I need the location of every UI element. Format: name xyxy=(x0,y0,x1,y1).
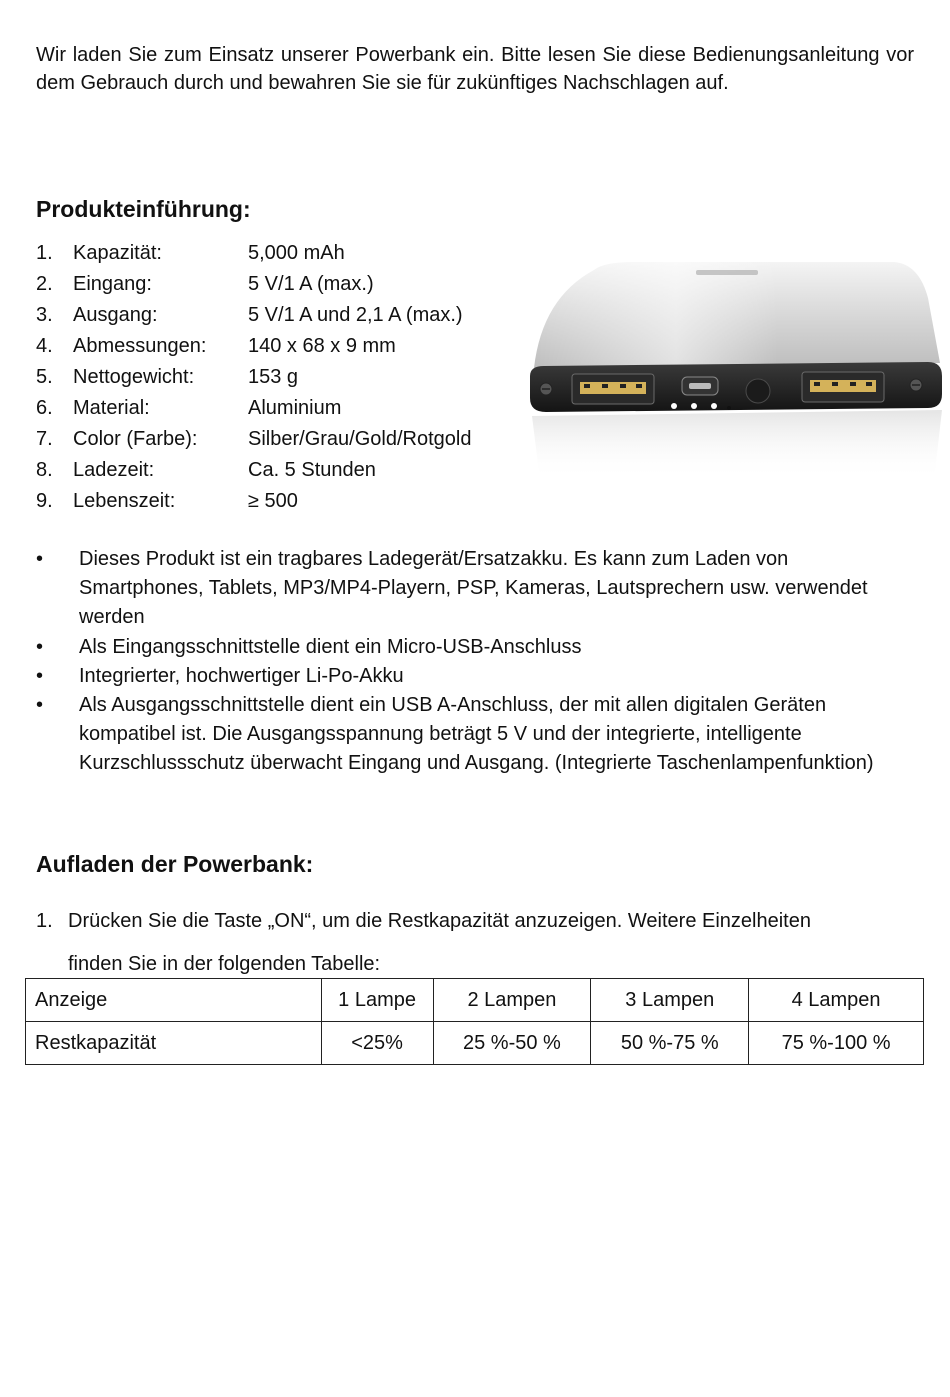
bullet-symbol: • xyxy=(36,694,44,717)
bullet-text: Dieses Produkt ist ein tragbares Ladegerät/Ersatzakku. Es kann zum Laden von Smartphones, Tablets, MP3/MP4-Playern, PSP, Kameras, Lautsprechern usw. verwendet werden xyxy=(79,548,868,629)
spec-number: 5. xyxy=(36,366,53,388)
spec-value: Aluminium xyxy=(248,397,342,419)
spec-value: Ca. 5 Stunden xyxy=(248,459,376,481)
bullet-text: Als Ausgangsschnittstelle dient ein USB A-Anschluss, der mit allen digitalen Geräten kompatibel ist. Die Ausgangsspannung beträgt 5 V und der integrierte, intelligente Kurzschlussschutz überwacht Eingang und Ausgang. (Integrierte Taschenlampenfunktion) xyxy=(79,694,874,775)
spec-number: 3. xyxy=(36,304,53,326)
spec-number: 9. xyxy=(36,490,53,512)
section-title-product: Produkteinführung: xyxy=(36,196,251,222)
table-cell: Restkapazität xyxy=(26,1022,322,1065)
step-text-2: finden Sie in der folgenden Tabelle: xyxy=(68,953,381,975)
step-text-1: Drücken Sie die Taste „ON“, um die Restkapazität anzuzeigen. Weitere Einzelheiten xyxy=(68,910,811,932)
table-row xyxy=(26,1022,924,1065)
spec-key: Ausgang: xyxy=(73,304,158,326)
bullet-symbol: • xyxy=(36,664,44,687)
spec-key: Ladezeit: xyxy=(73,459,155,481)
spec-number: 4. xyxy=(36,335,53,357)
spec-value: 5 V/1 A und 2,1 A (max.) xyxy=(248,304,463,326)
spec-value: 153 g xyxy=(248,366,299,388)
table-cell: 50 %-75 % xyxy=(591,1022,749,1065)
spec-value: ≥ 500 xyxy=(248,490,298,512)
bullet-text: Integrierter, hochwertiger Li-Po-Akku xyxy=(79,664,404,687)
spec-number: 2. xyxy=(36,273,53,295)
feature-bullet-list xyxy=(36,545,916,779)
intro-paragraph: Wir laden Sie zum Einsatz unserer Powerbank ein. Bitte lesen Sie diese Bedienungsanleitung vor dem Gebrauch durch und bewahren Sie sie für zukünftiges Nachschlagen auf. xyxy=(36,44,914,94)
spec-item xyxy=(36,486,516,517)
spec-key: Abmessungen: xyxy=(73,335,207,357)
spec-key: Nettogewicht: xyxy=(73,366,195,388)
spec-number: 8. xyxy=(36,459,53,481)
table-cell: Anzeige xyxy=(26,979,322,1022)
spec-number: 6. xyxy=(36,397,53,419)
spec-key: Material: xyxy=(73,397,150,419)
spec-item xyxy=(36,455,516,486)
spec-value: 5 V/1 A (max.) xyxy=(248,273,374,295)
spec-list xyxy=(36,238,516,517)
feature-bullet xyxy=(36,662,916,691)
charging-step xyxy=(36,900,914,986)
bullet-symbol: • xyxy=(36,635,44,658)
step-line-1 xyxy=(36,900,914,943)
table-cell: 1 Lampe xyxy=(321,979,433,1022)
spec-item xyxy=(36,362,516,393)
spec-key: Kapazität: xyxy=(73,242,162,264)
spec-key: Eingang: xyxy=(73,273,152,295)
bullet-symbol: • xyxy=(36,548,44,570)
feature-bullet xyxy=(36,633,916,662)
spec-value: Silber/Grau/Gold/Rotgold xyxy=(248,428,472,450)
spec-number: 7. xyxy=(36,428,53,450)
spec-key: Color (Farbe): xyxy=(73,428,198,450)
spec-item xyxy=(36,331,516,362)
step-number: 1. xyxy=(36,910,53,932)
capacity-table xyxy=(25,978,924,1065)
table-cell: 2 Lampen xyxy=(433,979,591,1022)
feature-bullet xyxy=(36,691,916,779)
spec-value: 140 x 68 x 9 mm xyxy=(248,335,396,357)
spec-item xyxy=(36,424,516,455)
spec-item xyxy=(36,238,516,269)
powerbank-product-image xyxy=(524,258,944,480)
spec-value: 5,000 mAh xyxy=(248,242,345,264)
section-title-charging: Aufladen der Powerbank: xyxy=(36,851,314,877)
table-cell: 25 %-50 % xyxy=(433,1022,591,1065)
spec-key: Lebenszeit: xyxy=(73,490,176,512)
spec-item xyxy=(36,269,516,300)
table-cell: 4 Lampen xyxy=(749,979,924,1022)
spec-number: 1. xyxy=(36,242,53,264)
table-cell: 75 %-100 % xyxy=(749,1022,924,1065)
table-cell: 3 Lampen xyxy=(591,979,749,1022)
spec-item xyxy=(36,300,516,331)
spec-item xyxy=(36,393,516,424)
feature-bullet xyxy=(36,545,916,633)
table-header-row xyxy=(26,979,924,1022)
table-cell: <25% xyxy=(321,1022,433,1065)
bullet-text: Als Eingangsschnittstelle dient ein Micro-USB-Anschluss xyxy=(79,635,582,658)
